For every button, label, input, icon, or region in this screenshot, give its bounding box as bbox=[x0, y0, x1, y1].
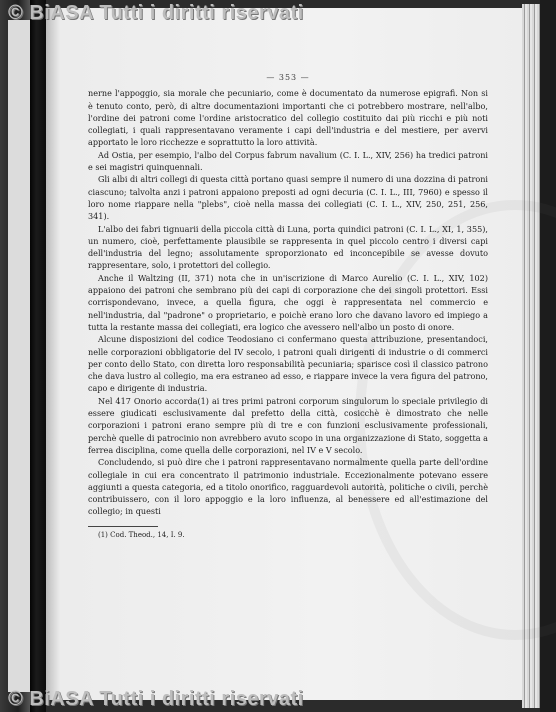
copyright-watermark-bottom: © BiASA Tutti i diritti riservati bbox=[8, 688, 304, 710]
footnote-divider bbox=[88, 526, 158, 527]
paragraph: Alcune disposizioni del codice Teodosiano ci confermano questa attribuzione, presentandoci, nelle corporazioni obbligatorie del IV secolo, i patroni quali dirigenti di industrie o di commerci per conto dello Stato, con diretta loro responsabilità pecuniaria; sparisce così il classico patrono che dava lustro al collegio, ma era estraneo ad esso, e riappare invece la vera figura del patrono, capo e dirigente di industria. bbox=[88, 334, 488, 394]
paragraph: L'albo dei fabri tignuarii della piccola città di Luna, porta quindici patroni (C. I. L., XI, 1, 355), un numero, cioè, perfettamente plausibile se rappresenta in quel piccolo centro i diversi capi dell'industria del legno; assolutamente sproporzionato ed inconcepibile se avesse dovuto rappresentare, solo, i protettori del collegio. bbox=[88, 223, 488, 271]
paragraph: nerne l'appoggio, sia morale che pecuniario, come è documentato da numerose epigrafi. Non si è tenuto conto, però, di altre documentazioni importanti che ci potrebbero mostrare, nell'albo, l'ordine dei patroni come l'ordine aristocratico del collegio costituito dai più ricchi e più noti collegiati, i quali rappresentavano veramente i capi dell'industria e del mestiere, per avervi apportato le loro ricchezze e soprattutto la loro attività. bbox=[88, 88, 488, 148]
book-spine bbox=[30, 0, 46, 712]
page-number: — 353 — bbox=[266, 73, 310, 82]
paragraph: Gli albi di altri collegi di questa città portano quasi sempre il numero di una dozzina di patroni ciascuno; talvolta anzi i patroni appaiono preposti ad ogni decuria (C. I. L., III, 7960) e spesso il loro nome riappare nella "plebs", cioè nella massa dei collegiati (C. I. L., XIV, 250, 251, 256, 341). bbox=[88, 174, 488, 222]
viewer-right-background bbox=[540, 0, 556, 712]
paragraph: Nel 417 Onorio accorda(1) ai tres primi patroni corporum singulorum lo speciale privilegio di essere giudicati esclusivamente dal prefetto della città, cosicchè è dimostrato che nelle corporazioni i patroni erano sempre più di tre e con funzioni esclusivamente professionali, perchè quelle di patrocinio non avrebbero avuto scopo in una organizzazione di Stato, soggetta a ferrea disciplina, come quella delle corporazioni, nel IV e V secolo. bbox=[88, 395, 488, 455]
footnote: (1) Cod. Theod., 14, I. 9. bbox=[98, 530, 185, 539]
paragraph: Concludendo, si può dire che i patroni rappresentavano normalmente quella parte dell'ordine collegiale in cui era concentrato il patrimonio industriale. Eccezionalmente potevano essere aggiunti a questa categoria, ed a titolo onorifico, ragguardevoli autorità, politiche o civili, perchè contribuissero, con il loro appoggio e la loro influenza, al benessere ed all'estimazione del collegio; in questi bbox=[88, 457, 488, 517]
paragraph: Anche il Waltzing (II, 371) nota che in un'iscrizione di Marco Aurelio (C. I. L., XIV, 102) appaiono dei patroni che sembrano più dei capi di corporazione che dei singoli protettori. Essi corrispondevano, invece, a quella figura, che oggi è rappresentata nel commercio e nell'industria, dal "padrone" o proprietario, e poichè erano loro che davano lavoro ed impiego a tutta la restante massa dei collegiati, era logico che avessero nell'albo un posto di onore. bbox=[88, 272, 488, 332]
page-text-block bbox=[88, 72, 488, 540]
copyright-watermark-top: © BiASA Tutti i diritti riservati bbox=[8, 2, 304, 24]
paragraph: Ad Ostia, per esempio, l'albo del Corpus fabrum navalium (C. I. L., XIV, 256) ha tredici patroni e sei magistri quinquennali. bbox=[88, 149, 488, 173]
